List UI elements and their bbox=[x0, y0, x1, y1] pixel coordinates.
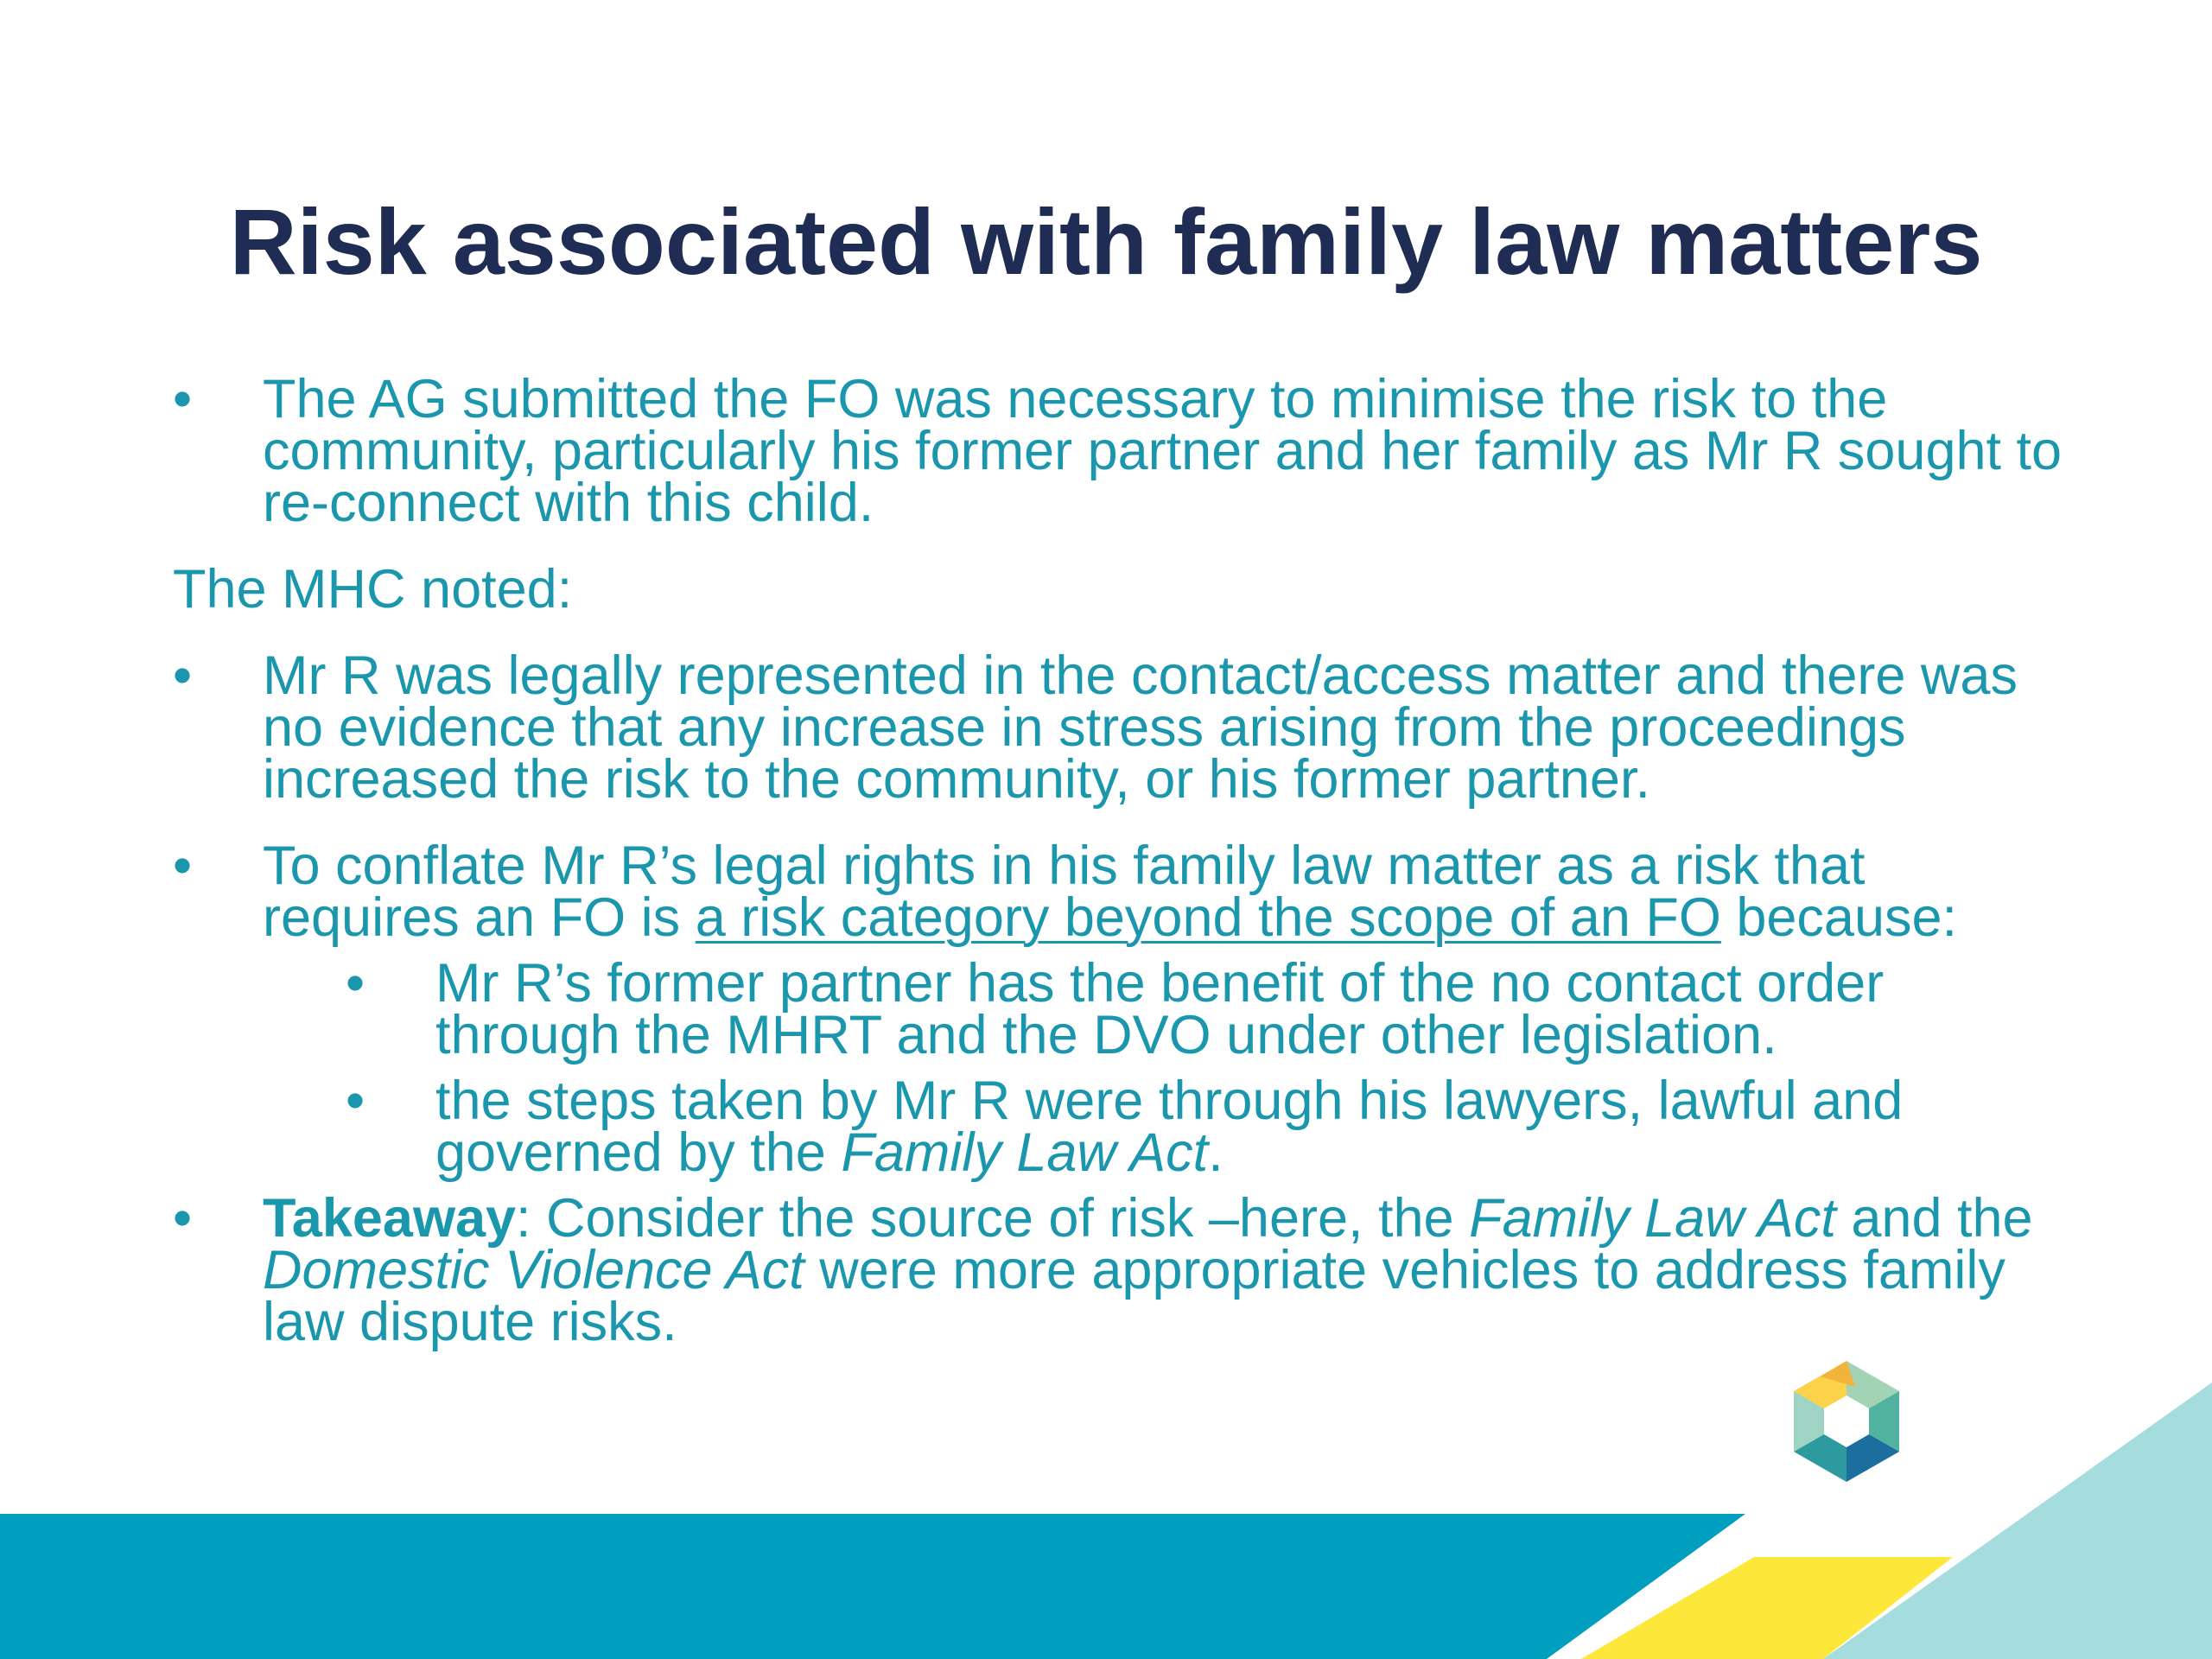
takeaway-text-1: : Consider the source of risk –here, the bbox=[516, 1188, 1470, 1249]
subbullet-no-contact-order: • Mr R’s former partner has the benefit of the no contact order through the MHRT and the DVO under other legislation. bbox=[173, 957, 2074, 1061]
bullet-legal-representation: • Mr R was legally represented in the contact/access matter and there was no evidence that any increase in stress arising from the proceedings increased the risk to the community, or his former partner. bbox=[173, 650, 2074, 805]
takeaway-text-2: and the bbox=[1835, 1188, 2033, 1249]
mhc-noted-heading: The MHC noted: bbox=[173, 559, 573, 620]
slide-title: Risk associated with family law matters bbox=[229, 189, 1983, 294]
slide-body bbox=[173, 369, 2074, 1352]
bullet-takeaway bbox=[173, 1188, 2074, 1352]
family-law-act-italic: Family Law Act bbox=[841, 1122, 1209, 1183]
blue-band bbox=[0, 1514, 1745, 1659]
takeaway-family-law-act: Family Law Act bbox=[1469, 1188, 1836, 1249]
subbullet-steps-taken bbox=[173, 1071, 2074, 1183]
takeaway-text-3: were more appropriate vehicles to address family law dispute risks. bbox=[263, 1240, 2005, 1352]
hexagon-logo-icon bbox=[1794, 1361, 1899, 1482]
takeaway-domestic-violence-act: Domestic Violence Act bbox=[263, 1240, 804, 1300]
steps-text: the steps taken by Mr R were through his lawyers, lawful and governed by the bbox=[435, 1071, 1904, 1183]
bullet-ag-submission: • The AG submitted the FO was necessary to minimise the risk to the community, particularly his former partner and her family as Mr R sought to re-connect with this child. bbox=[173, 373, 2074, 529]
because-text: because: bbox=[1720, 887, 1958, 948]
steps-end: . bbox=[1208, 1122, 1224, 1183]
bullet-conflate-rights bbox=[173, 836, 2074, 948]
risk-category-underlined: a risk category beyond the scope of an FO bbox=[695, 887, 1721, 948]
takeaway-label: Takeaway bbox=[263, 1188, 517, 1249]
conflate-text: To conflate Mr R’s legal rights in his family law matter as a risk that requires an FO is bbox=[263, 836, 1866, 948]
